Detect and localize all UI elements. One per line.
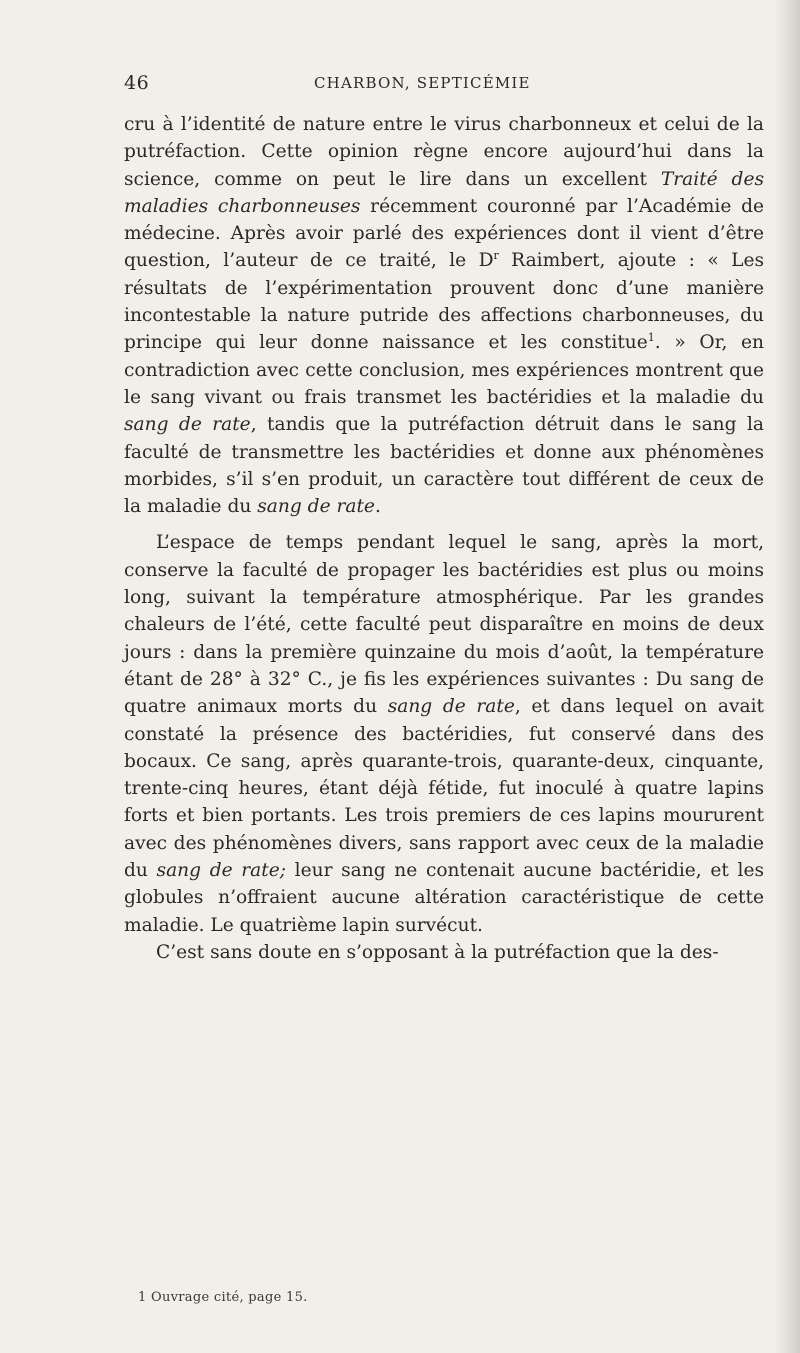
page-number: 46	[124, 72, 150, 94]
disease-name-italic: sang de rate	[387, 696, 515, 718]
disease-name-italic: sang de rate;	[156, 860, 286, 882]
paragraph-3-text-1: C’est sans doute en s’opposant à la putréfaction que la des-	[156, 941, 719, 963]
paragraph-1-text-4: . » Or, en contradiction avec cette conclusion, mes expériences montrent que le sang vivant ou frais transmet les bactéridies et la maladie du	[124, 332, 765, 408]
paragraph-1-text-1: cru à l’identité de nature entre le virus charbonneux et celui de la putréfaction. Cette opinion règne encore aujourd’hui dans la science, comme on peut le lire dans un excellent	[124, 114, 764, 190]
paragraph-2-text-2: , et dans lequel on avait constaté la présence des bactéridies, fut conservé dans des bocaux. Ce sang, après quarante-trois, quarante-deux, cinquante, trente-cinq heures, étant déjà fétide, fut inoculé à quatre lapins forts et bien portants. Les trois premiers de ces lapins moururent avec des phénomènes divers, sans rapport avec ceux de la maladie du	[124, 696, 764, 882]
paragraph-2	[124, 529, 764, 938]
paragraph-spacer	[124, 520, 764, 529]
footnote: 1 Ouvrage cité, page 15.	[138, 1290, 308, 1305]
paragraph-1-text-3: Raimbert, ajoute : « Les résultats de l’expérimentation prouvent donc d’une manière incontestable la nature putride des affections charbonneuses, du principe qui leur donne naissance et les constitue	[124, 250, 764, 354]
page-edge-shadow	[774, 0, 800, 1353]
paragraph-1-text-6: .	[374, 496, 381, 518]
paragraph-1-text-2: récemment couronné par l’Académie de médecine. Après avoir parlé des expériences dont il vient d’être question, l’auteur de ce traité, le D	[124, 195, 765, 272]
paragraph-2-text-3: leur sang ne contenait aucune bactéridie, et les globules n’offraient aucune altération caractéristique de cette maladie. Le quatrième lapin survécut.	[124, 860, 764, 936]
paragraph-2-text-1: L’espace de temps pendant lequel le sang, après la mort, conserve la faculté de propager les bactéridies est plus ou moins long, suivant la température atmosphérique. Par les grandes chaleurs de l’été, cette faculté peut disparaître en moins de deux jours : dans la première quinzaine du mois d’août, la température étant de 28° à 32° C., je fis les expériences suivantes : Du sang de quatre animaux morts du	[124, 532, 764, 718]
page-header	[124, 72, 764, 98]
paragraph-1-text-5: , tandis que la putréfaction détruit dans le sang la faculté de transmettre les bactéridies et donne aux phénomènes morbides, s’il s’en produit, un caractère tout différent de ceux de la maladie du	[124, 414, 764, 518]
body-text	[124, 111, 764, 966]
running-title: CHARBON, SEPTICÉMIE	[314, 74, 531, 92]
paragraph-1	[124, 111, 764, 520]
disease-name-italic: sang de rate	[124, 414, 251, 436]
paragraph-3	[124, 939, 764, 966]
footnote-reference: 1	[647, 331, 655, 345]
disease-name-italic: sang de rate	[257, 496, 375, 518]
doctor-abbreviation-superscript: r	[493, 249, 499, 263]
book-title: Traité des maladies charbonneuses	[124, 168, 764, 217]
